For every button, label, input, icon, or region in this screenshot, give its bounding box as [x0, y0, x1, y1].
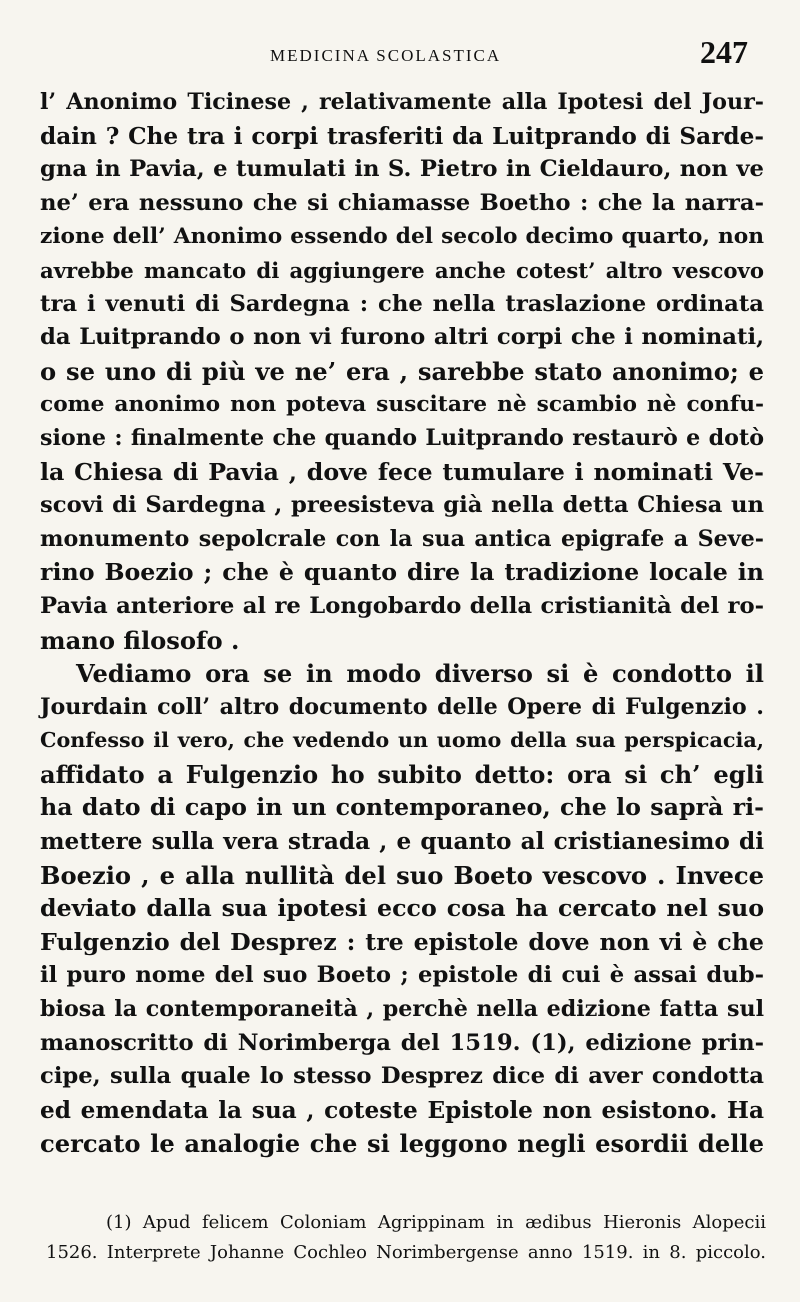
- text-line: Fulgenzio del Desprez : tre epistole dove non vi è che: [40, 927, 764, 956]
- text-line: o se uno di più ve ne’ era , sarebbe stato anonimo; e: [40, 356, 764, 386]
- text-line: manoscritto di Norimberga del 1519. (1), edizione prin-: [40, 1029, 764, 1056]
- text-line: biosa la contemporaneità , perchè nella edizione fatta sul: [40, 996, 764, 1023]
- paragraph-1: [40, 86, 764, 657]
- running-title: MEDICINA SCOLASTICA: [270, 46, 502, 65]
- paragraph-2: [40, 657, 764, 1161]
- text-line: Vediamo ora se in modo diverso si è condotto il: [76, 659, 764, 689]
- text-line: avrebbe mancato di aggiungere anche cotest’ altro vescovo: [40, 257, 764, 283]
- text-line: gna in Pavia, e tumulati in S. Pietro in Cieldauro, non ve: [40, 156, 764, 183]
- text-line: ha dato di capo in un contemporaneo, che lo saprà ri-: [40, 793, 764, 822]
- text-line: Confesso il vero, che vedendo un uomo della sua perspicacia,: [40, 728, 764, 753]
- text-line: la Chiesa di Pavia , dove fece tumulare i nominati Ve-: [40, 457, 764, 486]
- text-line: l’ Anonimo Ticinese , relativamente alla Ipotesi del Jour-: [40, 89, 764, 115]
- text-line: deviato dalla sua ipotesi ecco cosa ha cercato nel suo: [40, 894, 764, 923]
- footnote: [46, 1208, 766, 1268]
- text-line: rino Boezio ; che è quanto dire la tradizione locale in: [40, 558, 764, 587]
- text-line: Boezio , e alla nullità del suo Boeto vescovo . Invece: [40, 860, 764, 890]
- text-line: Jourdain coll’ altro documento delle Opere di Fulgenzio .: [40, 693, 764, 720]
- page-header: [0, 34, 800, 74]
- text-line: affidato a Fulgenzio ho subito detto: ora si ch’ egli: [40, 759, 764, 789]
- text-line: monumento sepolcrale con la sua antica epigrafe a Seve-: [40, 525, 764, 552]
- text-line: mettere sulla vera strada , e quanto al cristianesimo di: [40, 828, 764, 856]
- footnote-line: 1526. Interprete Johanne Cochleo Norimbergense anno 1519. in 8. piccolo.: [46, 1242, 766, 1263]
- page-number: 247: [700, 34, 748, 70]
- body-text: [40, 86, 764, 1161]
- text-line: mano filosofo .: [40, 625, 240, 655]
- text-line: dain ? Che tra i corpi trasferiti da Luitprando di Sarde-: [40, 122, 764, 150]
- text-line: ed emendata la sua , coteste Epistole non esistono. Ha: [40, 1096, 764, 1124]
- text-line: il puro nome del suo Boeto ; epistole di cui è assai dub-: [40, 962, 764, 989]
- text-line: Pavia anteriore al re Longobardo della cristianità del ro-: [40, 592, 764, 619]
- text-line: ne’ era nessuno che si chiamasse Boetho : che la narra-: [40, 189, 764, 216]
- text-line: sione : finalmente che quando Luitprando restaurò e dotò: [40, 424, 764, 451]
- text-line: da Luitprando o non vi furono altri corpi che i nominati,: [40, 324, 764, 351]
- text-line: tra i venuti di Sardegna : che nella traslazione ordinata: [40, 290, 764, 317]
- text-line: cipe, sulla quale lo stesso Desprez dice di aver condotta: [40, 1063, 764, 1090]
- text-line: zione dell’ Anonimo essendo del secolo decimo quarto, non: [40, 224, 764, 250]
- text-line: cercato le analogie che si leggono negli esordii delle: [40, 1129, 764, 1159]
- footnote-line: (1) Apud felicem Coloniam Agrippinam in ædibus Hieronis Alopecii: [106, 1212, 766, 1233]
- text-line: come anonimo non poteva suscitare nè scambio nè confu-: [40, 392, 764, 418]
- text-line: scovi di Sardegna , preesisteva già nella detta Chiesa un: [40, 492, 764, 519]
